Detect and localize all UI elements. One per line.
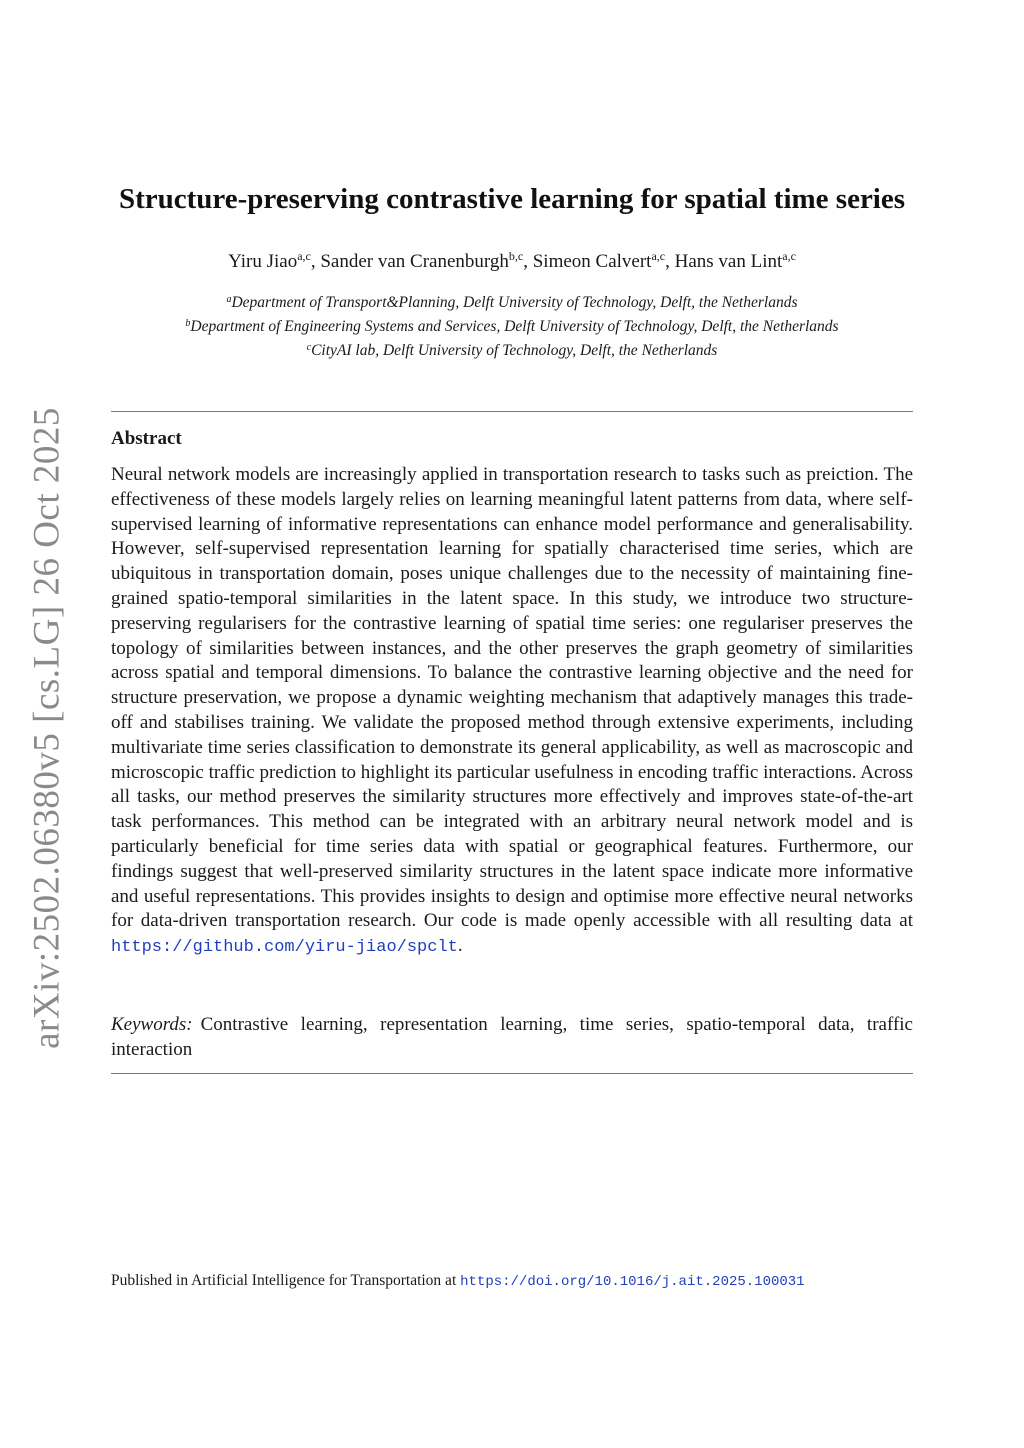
affiliation: $^b$Department of Engineering Systems and Services, Delft University of Technology, Delft, the Netherlands — [185, 318, 839, 335]
affiliation: $^c$CityAI lab, Delft University of Technology, Delft, the Netherlands — [306, 342, 718, 359]
author: Sander van Cranenburgh$^{b,c}$, — [320, 249, 533, 272]
paper-title: Structure-preserving contrastive learning for spatial time series — [118, 183, 906, 215]
footnote-text: Published in Artificial Intelligence for Transportation at — [111, 1272, 457, 1289]
top-divider — [111, 411, 913, 412]
author: Hans van Lint$^{a,c}$ — [674, 249, 796, 272]
keywords-label: Keywords: — [111, 1014, 193, 1035]
author-list — [0, 249, 1024, 273]
code-repo-link[interactable]: https://github.com/yiru-jiao/spclt — [111, 938, 458, 958]
author: Yiru Jiao$^{a,c}$, — [228, 249, 321, 272]
affiliation: $^a$Department of Transport&Planning, Delft University of Technology, Delft, the Netherlands — [226, 294, 798, 311]
affiliation-list — [0, 289, 1024, 361]
abstract-body: Neural network models are increasingly applied in transportation research to tasks such as preiction. The effectiveness of these models largely relies on learning meaningful latent patterns from data, where self-supervised learning of informative representations can enhance model performance and generalisability. However, self-supervised representation learning for spatially characterised time series, which are ubiquitous in transportation domain, poses unique challenges due to the necessity of maintaining fine-grained spatio-temporal similarities in the latent space. In this study, we introduce two structure-preserving regularisers for the contrastive learning of spatial time series: one regulariser preserves the topology of similarities between instances, and the other preserves the graph geometry of similarities across spatial and temporal dimensions. To balance the contrastive learning objective and the need for structure preservation, we propose a dynamic weighting mechanism that adaptively manages this trade-off and stabilises training. We validate the proposed method through extensive experiments, including multivariate time series classification to demonstrate its general applicability, as well as macroscopic and microscopic traffic prediction to highlight its particular usefulness in encoding traffic interactions. Across all tasks, our method preserves the similarity structures more effectively and improves state-of-the-art task performances. This method can be integrated with an arbitrary neural network model and is particularly beneficial for time series data with spatial or geographical features. Furthermore, our findings suggest that well-preserved similarity structures in the latent space indicate more informative and useful representations. This provides insights to design and optimise more effective neural networks for data-driven transportation research. Our code is made openly accessible with all resulting data at https://github.com/yiru-jiao/spclt. — [111, 464, 913, 958]
keywords — [111, 1013, 913, 1063]
bottom-divider — [111, 1073, 913, 1074]
publication-footnote — [111, 1272, 805, 1290]
abstract-heading: Abstract — [111, 428, 182, 449]
author: Simeon Calvert$^{a,c}$, — [532, 249, 675, 272]
keywords-text: Contrastive learning, representation learning, time series, spatio-temporal data, traffic interaction — [111, 1014, 913, 1060]
doi-link[interactable]: https://doi.org/10.1016/j.ait.2025.100031 — [460, 1274, 805, 1290]
arxiv-side-stamp: arXiv:2502.06380v5 [cs.LG] 26 Oct 2025 — [26, 407, 68, 1049]
abstract-text: Neural network models are increasingly applied in transportation research to tasks such as preiction. The effectiveness of these models largely relies on learning meaningful latent patterns from data, where self-supervised learning of informative representations can enhance model performance and generalisability. However, self-supervised representation learning for spatially characterised time series, which are ubiquitous in transportation domain, poses unique challenges due to the necessity of maintaining fine-grained spatio-temporal similarities in the latent space. In this study, we introduce two structure-preserving regularisers for the contrastive learning of spatial time series: one regulariser preserves the topology of similarities between instances, and the other preserves the graph geometry of similarities across spatial and temporal dimensions. To balance the contrastive learning objective and the need for structure preservation, we propose a dynamic weighting mechanism that adaptively manages this trade-off and stabilises training. We validate the proposed method through extensive experiments, including multivariate time series classification to demonstrate its general applicability, as well as macroscopic and microscopic traffic prediction to highlight its particular usefulness in encoding traffic interactions. Across all tasks, our method preserves the similarity structures more effectively and improves state-of-the-art task performances. This method can be integrated with an arbitrary neural network model and is particularly beneficial for time series data with spatial or geographical features. Furthermore, our findings suggest that well-preserved similarity structures in the latent space indicate more informative and useful representations. This provides insights to design and optimise more effective neural networks for data-driven transportation research. Our code is made openly accessible with all resulting data at — [111, 464, 913, 932]
